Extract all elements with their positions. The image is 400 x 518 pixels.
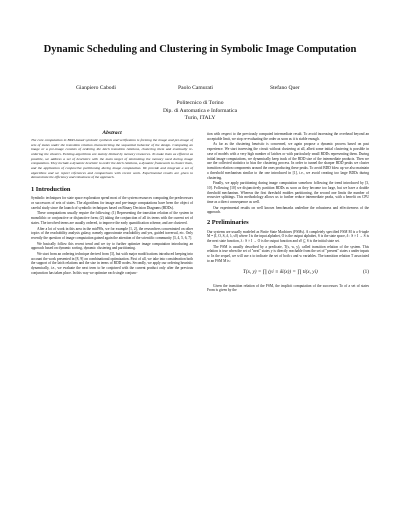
paragraph: After a lot of work in this area in the mid'90s, we for example [1, 2], the researchers concentrated on other topics of the reachability analysis galaxy, namely approximate reachability and yes, guided traversal, etc. Only recently the question of image computation gained again the attention of the scientific community [3, 4, 5, 6, 7]. [31, 226, 193, 240]
paragraph: Finally, we apply partitioning during image computation somehow following the trend introduced by [3, 10]. Following [10] we disjunctively partition BDDs as soon as they become too large, but we have a double threshold mechanism. Whereas the first threshold enables partitioning, the second one limits the number of recursive splittings. This methodology allows us to further reduce intermediate peaks, with a benefit on CPU time as a direct consequence as well. [207, 181, 369, 205]
section-heading-preliminaries: 2 Preliminaries [207, 219, 249, 227]
paragraph: As far as the clustering heuristic is concerned, we again propose a dynamic process based on past experience. We start traversing the circuit without clustering at all, albeit some initial clustering is possible in case of models with a very high number of latches or with particularly small BDDs representing them. During initial image computations, we dynamically keep track of the BDD size of the intermediate products. Then we use the collected statistics to bias the clustering process. In order to tunnel the sharper BDD peaks we cluster transition relation components around the ones producing these peaks. To avoid BDD blow up we also maintain a threshold mechanism similar to the one introduced in [1], i.e., we avoid creating too large BDDs during clustering. [207, 142, 369, 180]
paragraph: Given the transition relation of the FSM, the implicit computation of the successors To of a set of states From is given by the [207, 283, 369, 293]
paragraph: Symbolic techniques for state space exploration spend most of the system resources computing the predecessors or successors of sets of states. The algorithms for image and pre-image computations have been the object of careful study since the launch of symbolic techniques based on Binary Decision Diagrams (BDDs). [31, 196, 193, 210]
paragraph: Our experimental results on well known benchmarks underline the robustness and effectiveness of the approach. [207, 205, 369, 215]
paragraph: The FSM is usually described by a predicate, T(s, w, y), called transition relation of the system. This relation is true when the set of "next" states y is directly reachable from the set of "present" states s under inputs w. In the sequel, we will use x to indicate the set of both s and w variables. The transition relation T associated to an FSM M is: [207, 244, 369, 263]
equation-body: T(x, y) = ∏ (yi ≡ δi(x)) = ∏ ti(x, yi) [243, 268, 318, 275]
paragraph: tion with respect to the previously computed intermediate result. To avoid increasing the overhead beyond an acceptable limit, we stop re-evaluating the order as soon as it is stable enough. [207, 132, 369, 141]
equation [207, 266, 369, 282]
abstract-text: The core computation in BDD-based symbolic synthesis and verification is forming the image and pre-image of sets of states under the transition relation characterizing the sequential behavior of the design. Computing an image or a pre-image consists of ordering the latch transition relations, clustering them and eventually re-ordering the clusters. Existing algorithms are mainly limited by memory resources. To make them as efficient as possible, we address a set of heuristics with the main target of minimizing the memory used during image computation. They include a dynamic heuristic to order the latch relations, a dynamic framework to cluster them, and the application of conjunctive partitioning during image computation. We provide and integrate a set of algorithms and we report references and comparisons with recent work. Experimental results are given to demonstrate the efficiency and robustness of the approach. [31, 138, 193, 180]
paragraph: These computations usually require the following: (1) Representing the transition relation of the system in monolithic or conjunctive or disjunctive form; (2) taking the conjunction of all its terms with the current set of states. The involved terms are usually ordered, to improve the early quantification scheme, and are clustered. [31, 211, 193, 225]
paragraph: We start from an ordering technique derived from [3], but with major modifications introduced keeping into account the work presented in [8, 9] on combinational optimization. First of all, we take into consideration both the support of the latch relations and the size in terms of BDD nodes. Secondly, we apply our ordering heuristic dynamically, i.e., we evaluate the next term to be conjoined with the current product only after the previous conjunction has taken place. In this way we optimize each single conjunc- [31, 251, 193, 275]
author-1: Gianpiero Cabodi [76, 85, 116, 91]
affiliation [150, 100, 250, 123]
right-column [207, 132, 369, 294]
left-column [31, 129, 193, 276]
affiliation-line-1: Politecnico di Torino [176, 100, 224, 106]
affiliation-line-2: Dip. di Automatica e Informatica [162, 107, 238, 114]
author-3: Stefano Quer [270, 85, 300, 91]
paragraph: We basically follow this recent trend and we try to further optimize image computation introducing an approach based on dynamic sorting, dynamic clustering and partitioning. [31, 241, 193, 251]
affiliation-line-3: Turin, ITALY [184, 115, 216, 122]
abstract-heading: Abstract [102, 130, 122, 136]
equation-number: (1) [362, 268, 369, 275]
paragraph: Our systems are usually modeled as Finite State Machines (FSMs). A completely specified FSM M is a 6-tuple M = (I, O, S, δ, λ, s0) where I is the input alphabet, O is the output alphabet, S is the state space, δ : S × I → S is the next state function, λ : S × I → O is the output function and s0 ⊆ S is the initial state set. [207, 229, 369, 244]
author-2: Paolo Camurati [178, 85, 213, 91]
section-heading-introduction: 1 Introduction [31, 185, 71, 193]
paper-title: Dynamic Scheduling and Clustering in Symbolic Image Computation [43, 44, 357, 55]
